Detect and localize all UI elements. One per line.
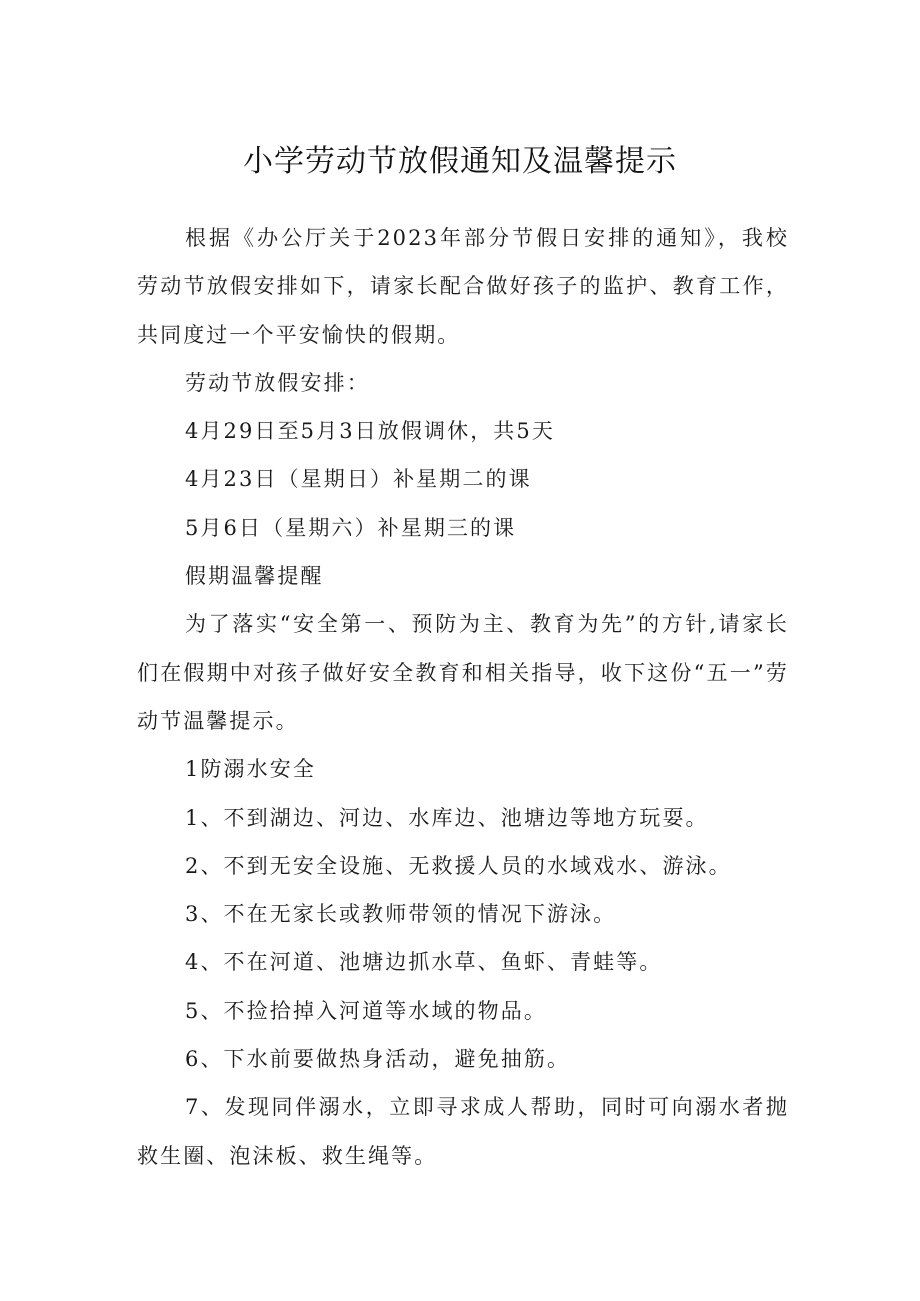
safety-tip: 3、不在无家长或教师带领的情况下游泳。 [185, 902, 617, 927]
safety-tip: 2、不到无安全设施、无救援人员的水域戏水、游泳。 [185, 853, 732, 878]
holiday-schedule-heading: 劳动节放假安排： [185, 370, 370, 395]
safety-tip: 5、不捡拾掉入河道等水域的物品。 [185, 998, 547, 1023]
makeup-class-line: 5月6日（星期六）补星期三的课 [185, 515, 517, 540]
reminder-heading: 假期温馨提醒 [185, 564, 324, 589]
document-title: 小学劳动节放假通知及温馨提示 [243, 144, 677, 179]
intro-paragraph: 根据《办公厅关于2023年部分节假日安排的通知》，我校劳动节放假安排如下，请家长配合做好孩子的监护、教育工作，共同度过一个平安愉快的假期。 [137, 226, 789, 347]
safety-tip: 4、不在河道、池塘边抓水草、鱼虾、青蛙等。 [185, 950, 663, 975]
holiday-schedule-line: 4月29日至5月3日放假调休，共5天 [185, 419, 555, 444]
safety-tip: 7、发现同伴溺水，立即寻求成人帮助，同时可向溺水者抛救生圈、泡沫板、救生绳等。 [137, 1095, 789, 1168]
reminder-intro-paragraph: 为了落实“安全第一、预防为主、教育为先”的方针,请家长们在假期中对孩子做好安全教育和相关指导，收下这份“五一”劳动节温馨提示。 [137, 612, 789, 733]
document-body [137, 214, 789, 1180]
safety-tip: 1、不到湖边、河边、水库边、池塘边等地方玩耍。 [185, 805, 709, 830]
makeup-class-line: 4月23日（星期日）补星期二的课 [185, 467, 532, 492]
safety-tip: 6、下水前要做热身活动，避免抽筋。 [185, 1047, 571, 1072]
section-heading: 1防溺水安全 [185, 757, 316, 782]
